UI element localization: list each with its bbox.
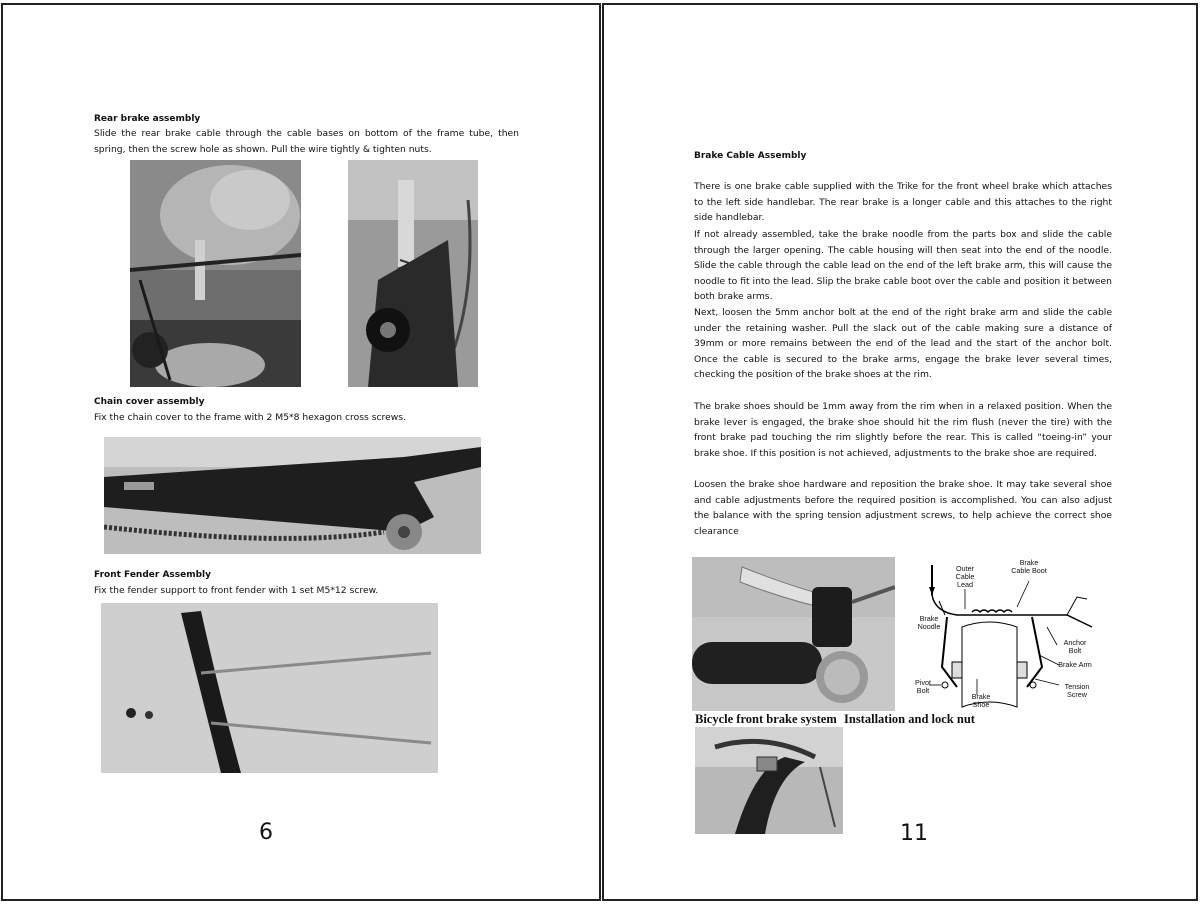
front-fender-text: Fix the fender support to front fender with 1 set M5*12 screw. xyxy=(94,585,379,596)
page-number-right: 11 xyxy=(900,821,928,846)
label-brake-cable-boot: Brake Cable Boot xyxy=(1011,558,1047,575)
label-anchor-bolt: Anchor Bolt xyxy=(1063,638,1087,655)
label-brake-shoe: Brake Shoe xyxy=(971,692,991,709)
label-brake-noodle: Brake Noodle xyxy=(917,614,941,631)
left-page xyxy=(1,3,601,901)
chain-cover-photo xyxy=(104,437,481,554)
front-fender-heading: Front Fender Assembly xyxy=(94,570,212,580)
rear-brake-text: Slide the rear brake cable through the cable bases on bottom of the frame tube, then spring, then the screw hole as shown. Pull the wire tightly & tighten nuts. xyxy=(94,128,519,155)
paragraph-4: The brake shoes should be 1mm away from the rim when in a relaxed position. When the brake lever is engaged, the brake shoe should hit the rim flush (never the tire) with the front brake pad touching the rim slightly before the rear. This is called “toeing-in” your brake shoe. If this position is not achieved, adjustments to the brake shoe are required. xyxy=(694,401,1112,459)
brake-lever-photo xyxy=(692,557,895,711)
label-pivot-bolt: Pivot Bolt xyxy=(915,678,931,695)
chain-cover-heading: Chain cover assembly xyxy=(94,397,205,407)
caption-front-brake: Bicycle front brake system xyxy=(695,712,837,726)
right-page xyxy=(602,3,1198,901)
lock-nut-photo xyxy=(695,727,843,834)
rear-brake-spring-photo xyxy=(348,160,478,387)
paragraph-3: Next, loosen the 5mm anchor bolt at the end of the right brake arm and slide the cable under the retaining washer. Pull the slack out of the cable making sure a distance of 39mm or more remains between the end of the lead and the start of the anchor bolt. Once the cable is secured to the brake arms, engage the brake lever several times, checking the position of the brake shoes at the rim. xyxy=(694,307,1112,381)
rear-brake-hand-photo xyxy=(130,160,301,387)
rear-brake-heading: Rear brake assembly xyxy=(94,114,201,124)
front-fender-photo xyxy=(101,603,438,773)
brake-diagram xyxy=(917,557,1102,711)
brake-cable-heading: Brake Cable Assembly xyxy=(694,151,807,161)
caption-lock-nut: Installation and lock nut xyxy=(844,712,975,726)
paragraph-5: Loosen the brake shoe hardware and reposition the brake shoe. It may take several shoe and cable adjustments before the required position is accomplished. You can also adjust the balance with the spring tension adjustment screws, to help achieve the correct shoe clearance xyxy=(694,479,1112,537)
paragraph-2: If not already assembled, take the brake noodle from the parts box and slide the cable through the larger opening. The cable housing will then seat into the end of the noodle. Slide the cable through the cable lead on the end of the left brake arm, this will cause the noodle to fit into the lead. Slip the brake cable boot over the cable and position it between both brake arms. xyxy=(694,229,1112,303)
paragraph-1: There is one brake cable supplied with the Trike for the front wheel brake which attaches to the left side handlebar. The rear brake is a longer cable and this attaches to the right side handlebar. xyxy=(694,181,1112,224)
label-outer-cable-lead: Outer Cable Lead xyxy=(955,564,975,589)
label-brake-arm: Brake Arm xyxy=(1058,660,1092,669)
label-tension-screw: Tension Screw xyxy=(1064,682,1090,699)
page-number-left: 6 xyxy=(259,820,273,845)
chain-cover-text: Fix the chain cover to the frame with 2 M5*8 hexagon cross screws. xyxy=(94,412,407,423)
